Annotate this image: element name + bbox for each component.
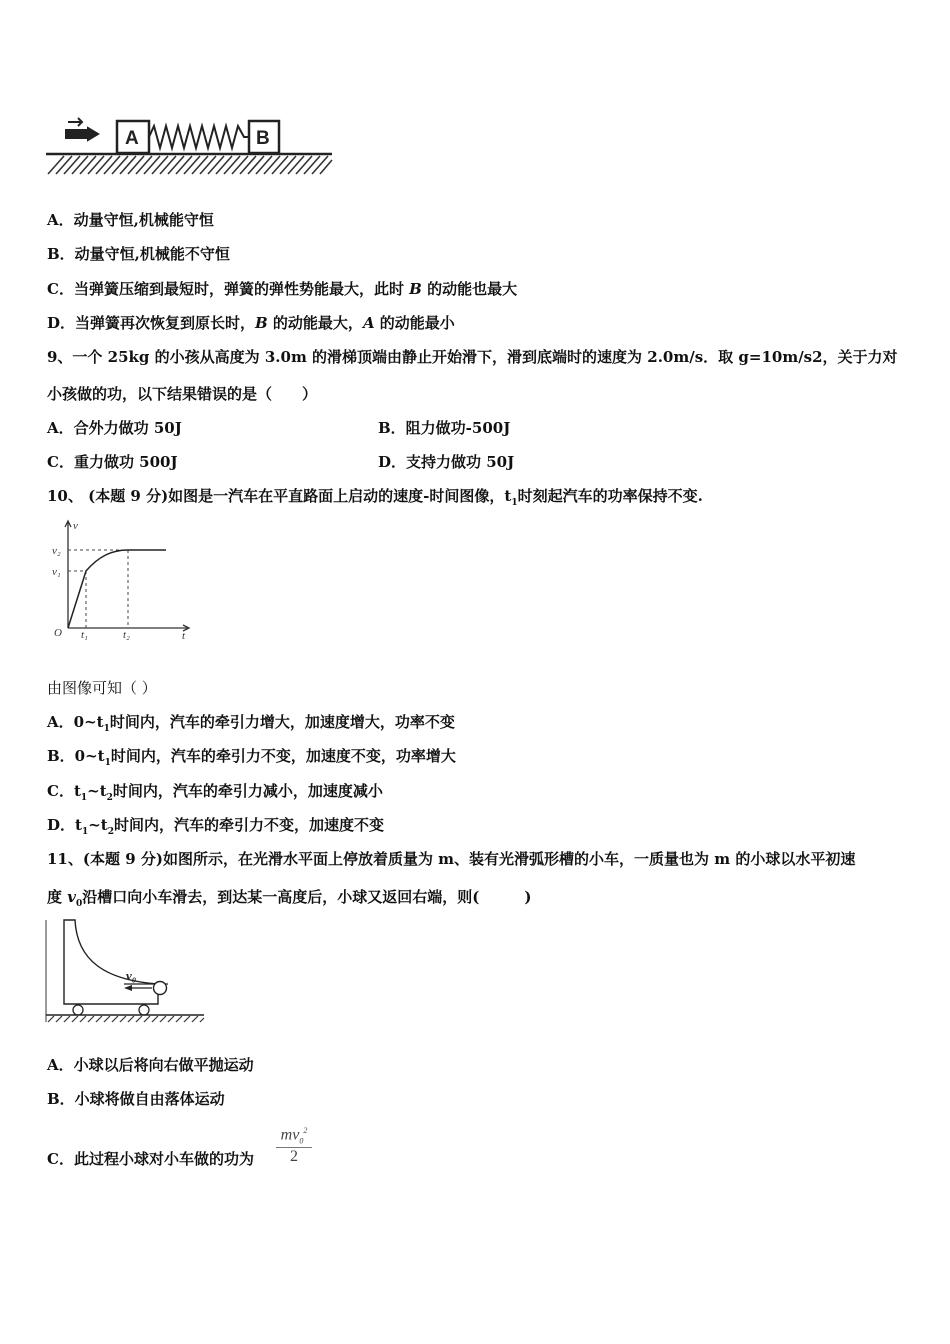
q10-a-text-1: A．0~t <box>47 713 104 731</box>
cart-ball-figure <box>44 918 208 1026</box>
q11-stem-line-2 <box>47 887 531 914</box>
q8-c-text-2: 的动能也最大 <box>421 280 518 298</box>
q10-a-text-2: 时间内，汽车的牵引力增大，加速度增大，功率不变 <box>109 713 455 731</box>
ball <box>154 982 167 995</box>
graph-label-o: O <box>54 627 62 639</box>
spring-blocks-figure <box>44 112 336 180</box>
q8-c-text-1: C．当弹簧压缩到最短时，弹簧的弹性势能最大，此时 <box>47 280 410 298</box>
ground-hatch <box>48 1016 204 1022</box>
q10-stem-sub: 1 <box>511 498 518 508</box>
fraction-num-sup: 2 <box>303 1126 308 1135</box>
fraction-denominator: 2 <box>290 1147 298 1165</box>
q8-option-d <box>47 313 455 333</box>
q9-option-a: A．合外力做功 50J <box>47 419 182 437</box>
graph-label-t: t <box>182 630 186 642</box>
q11-option-c: C．此过程小球对小车做的功为 <box>47 1150 254 1168</box>
q10-d-text-3: 时间内，汽车的牵引力不变，加速度不变 <box>113 816 384 834</box>
q9-option-c: C．重力做功 500J <box>47 453 178 471</box>
q10-b-text-2: 时间内，汽车的牵引力不变，加速度不变，功率增大 <box>110 747 456 765</box>
q11-option-a: A．小球以后将向右做平抛运动 <box>47 1056 254 1074</box>
q8-d-var-2: A <box>362 314 375 332</box>
q10-c-text-2: ~t <box>87 782 107 800</box>
fraction-numerator <box>276 1126 312 1148</box>
q10-option-a <box>47 712 455 739</box>
q11-option-b: B．小球将做自由落体运动 <box>47 1090 225 1108</box>
q11-stem-var: v <box>67 888 76 906</box>
q10-c-text-3: 时间内，汽车的牵引力减小，加速度减小 <box>112 782 383 800</box>
q10-lead: 由图像可知（ ） <box>47 679 157 697</box>
q10-d-sub-2: 2 <box>107 827 114 837</box>
q10-b-text-1: B．0~t <box>47 747 105 765</box>
fraction-num-sub: 0 <box>299 1136 304 1146</box>
q11-stem-text-2: 沿槽口向小车滑去，到达某一高度后，小球又返回右端，则( ) <box>82 888 532 906</box>
q10-stem-text-1: 10、 (本题 9 分)如图是一汽车在平直路面上启动的速度-时间图像，t <box>47 487 512 505</box>
q10-d-text-2: ~t <box>88 816 108 834</box>
q10-option-b <box>47 746 456 773</box>
q9-stem-line-1: 9、一个 25kg 的小孩从高度为 3.0m 的滑梯顶端由静止开始滑下，滑到底端时的速度为 2.0m/s．取 g=10m/s2，关于力对 <box>47 348 898 366</box>
block-b-label: B <box>256 128 270 149</box>
q10-option-d <box>47 815 384 842</box>
q10-stem-text-2: 时刻起汽车的功率保持不变. <box>517 487 703 505</box>
graph-label-v2: v₂ <box>52 545 61 557</box>
q11-c-fraction <box>276 1126 312 1166</box>
q11-stem-sub: 0 <box>75 899 83 909</box>
cart-wheel-left <box>73 1005 83 1015</box>
graph-label-v: v <box>73 520 78 532</box>
cart-wheel-right <box>139 1005 149 1015</box>
cart-body <box>64 920 158 1004</box>
q10-c-text-1: C．t <box>47 782 81 800</box>
q8-option-b: B．动量守恒,机械能不守恒 <box>47 245 230 263</box>
graph-velocity-curve <box>68 550 166 628</box>
q9-option-d: D．支持力做功 50J <box>378 453 515 471</box>
q11-stem-text-1: 度 <box>47 888 68 906</box>
spring <box>149 126 249 148</box>
q8-option-a: A．动量守恒,机械能守恒 <box>47 211 214 229</box>
q8-d-text-1: D．当弹簧再次恢复到原长时， <box>47 314 256 332</box>
q10-d-text-1: D．t <box>47 816 82 834</box>
q11-stem-line-1: 11、(本题 9 分)如图所示，在光滑水平面上停放着质量为 m、装有光滑弧形槽的小车，一质量也为 m 的小球以水平初速 <box>47 850 856 868</box>
q8-d-text-2: 的动能最大， <box>267 314 363 332</box>
q10-d-sub-1: 1 <box>81 827 89 837</box>
q10-c-sub-2: 2 <box>106 793 113 803</box>
velocity-arrow-icon <box>66 118 98 140</box>
q10-a-sub: 1 <box>103 724 110 734</box>
graph-label-t2: t₂ <box>123 629 130 641</box>
graph-label-t1: t₁ <box>81 629 88 641</box>
q10-stem <box>47 486 703 513</box>
q10-c-sub-1: 1 <box>80 793 88 803</box>
velocity-time-graph <box>44 516 194 644</box>
q10-option-c <box>47 781 383 808</box>
fraction-num-base: mv <box>280 1126 300 1144</box>
graph-label-v1: v₁ <box>52 566 61 578</box>
velocity-label: v₀ <box>126 968 137 983</box>
q9-stem-line-2: 小孩做的功，以下结果错误的是（ ） <box>47 385 318 403</box>
q8-option-c <box>47 279 517 299</box>
q8-d-text-3: 的动能最小 <box>374 314 455 332</box>
q9-option-b: B．阻力做功-500J <box>378 419 511 437</box>
q8-c-var: B <box>409 280 422 298</box>
q8-d-var-1: B <box>255 314 268 332</box>
block-a-label: A <box>125 128 139 149</box>
q10-b-sub: 1 <box>104 758 111 768</box>
ground-hatch <box>48 156 332 174</box>
